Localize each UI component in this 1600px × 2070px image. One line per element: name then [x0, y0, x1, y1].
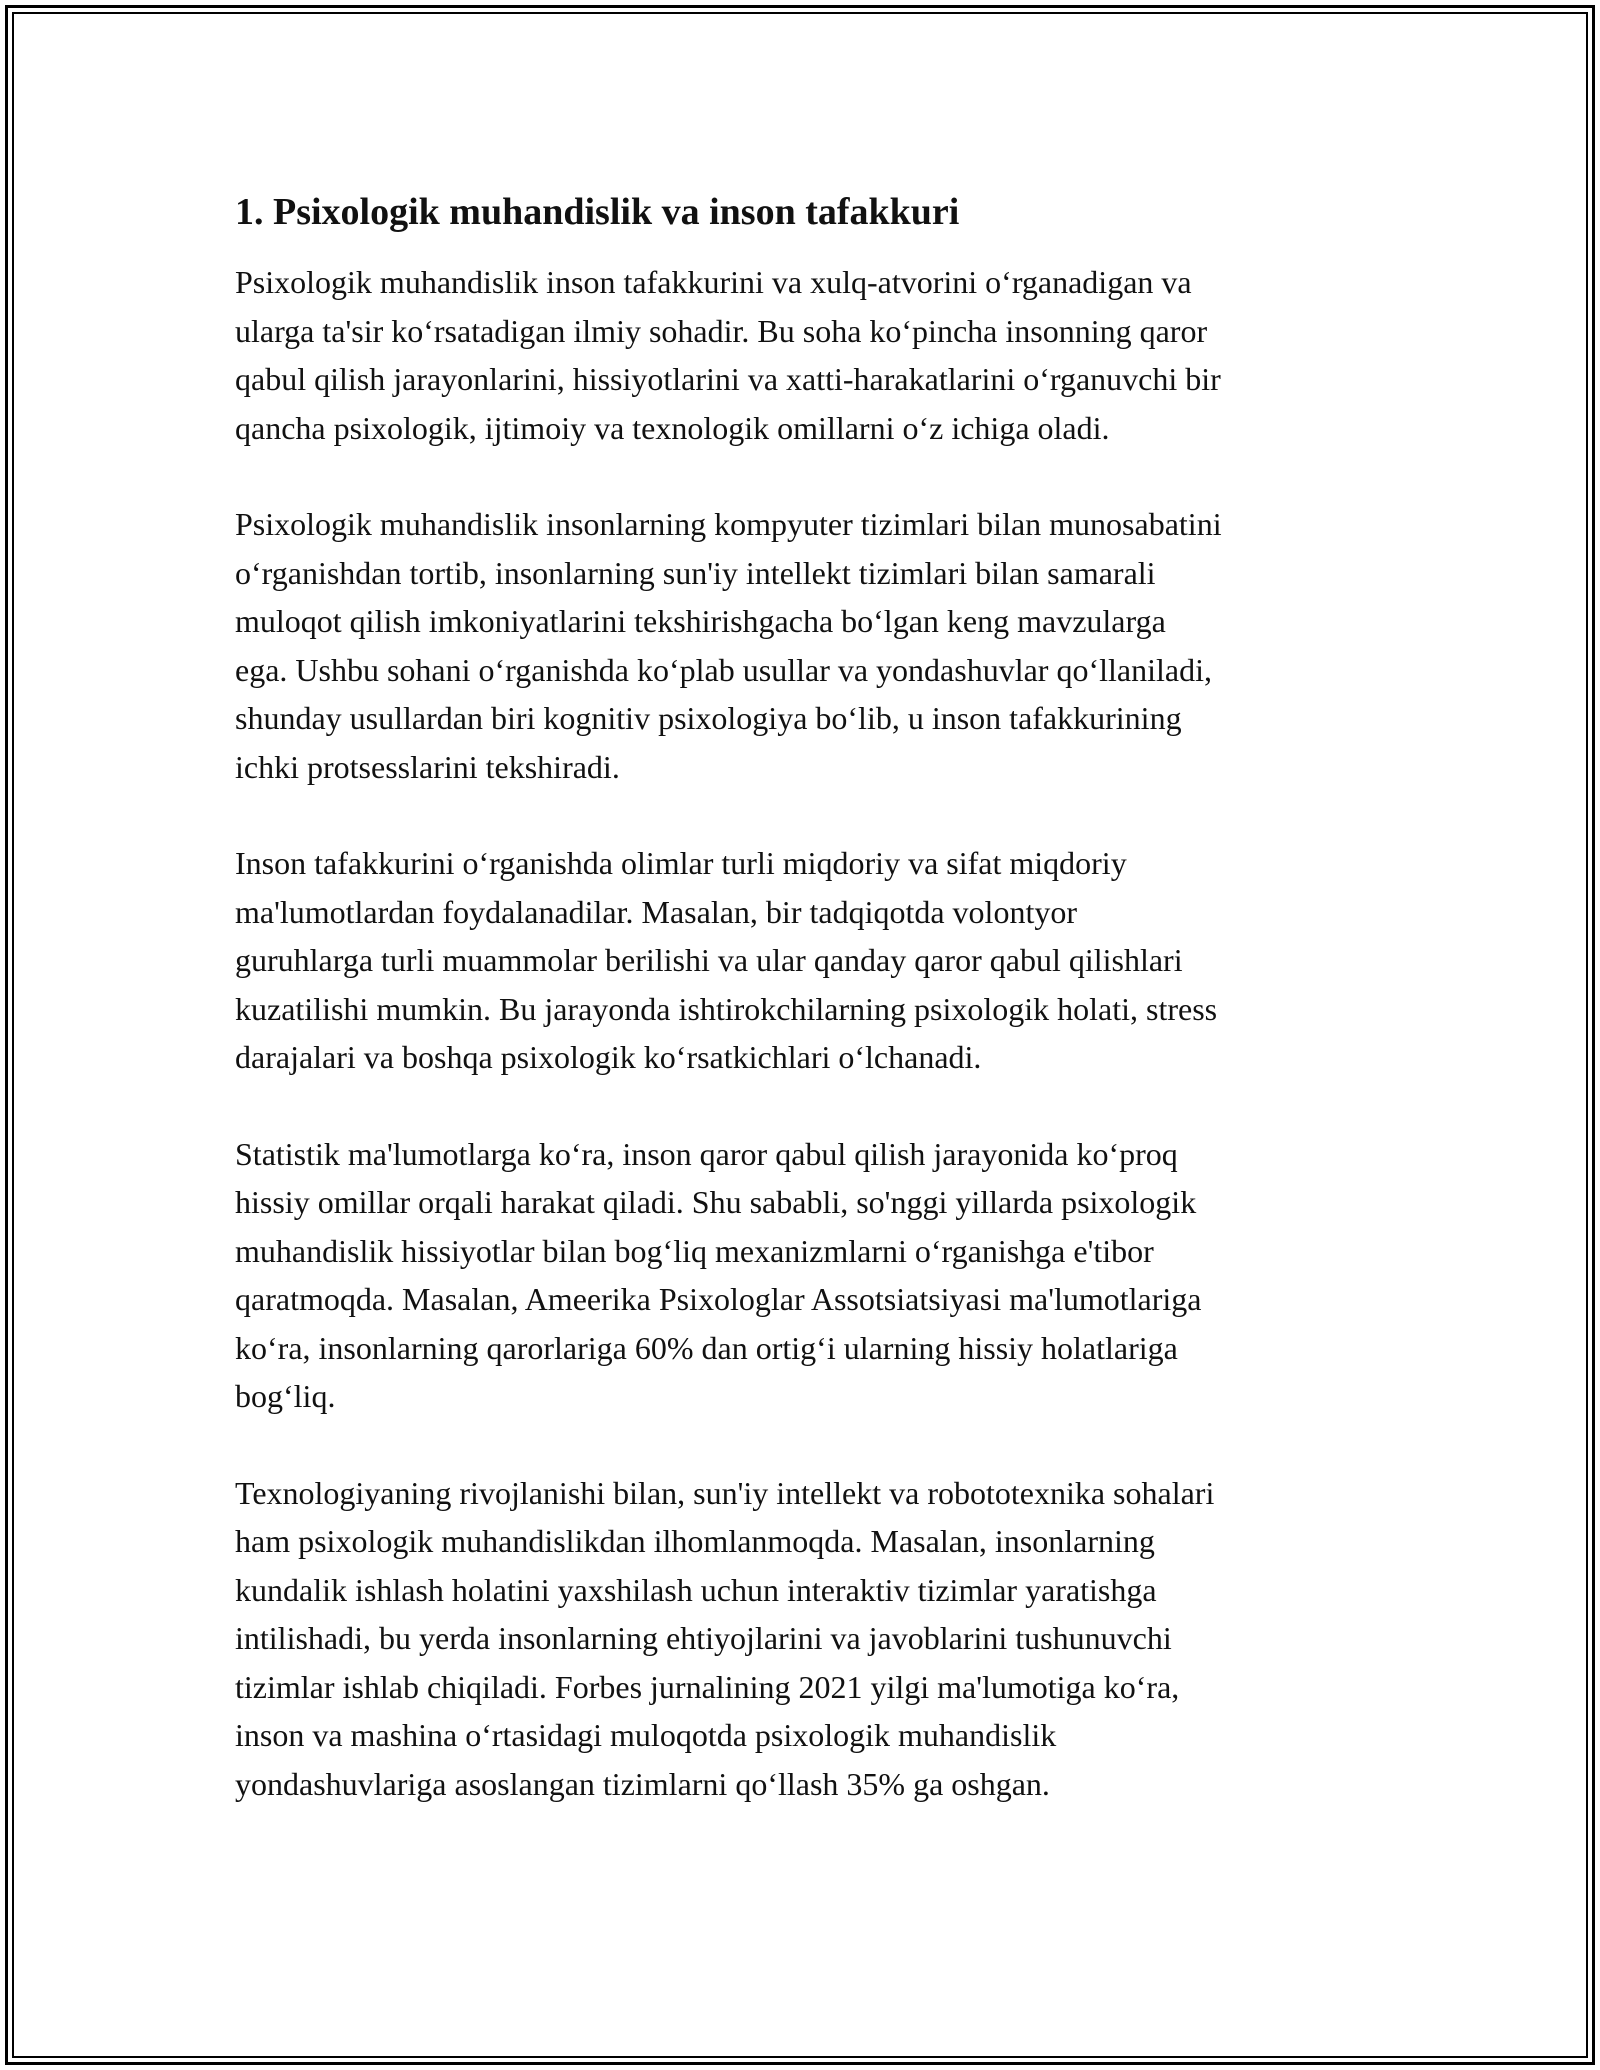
paragraph-line: qaratmoqda. Masalan, Ameerika Psixologlar Assotsiatsiyasi ma'lumotlariga [235, 1281, 1202, 1317]
paragraph-5 [235, 1469, 1385, 1809]
paragraph-line: Texnologiyaning rivojlanishi bilan, sun'iy intellekt va robototexnika sohalari [235, 1474, 1215, 1511]
paragraph-line: bog‘liq. [235, 1378, 336, 1414]
paragraph-line: ichki protsesslarini tekshiradi. [235, 748, 620, 785]
paragraph-line: yondashuvlariga asoslangan tizimlarni qo‘llash 35% ga oshgan. [235, 1765, 1050, 1802]
paragraph-line: qabul qilish jarayonlarini, hissiyotlarini va xatti-harakatlarini o‘rganuvchi bir [235, 361, 1221, 397]
paragraph-line: darajalari va boshqa psixologik ko‘rsatkichlari o‘lchanadi. [235, 1039, 982, 1075]
paragraph-line: Statistik ma'lumotlarga ko‘ra, inson qaror qabul qilish jarayonida ko‘proq [235, 1135, 1178, 1172]
paragraph-line: shunday usullardan biri kognitiv psixologiya bo‘lib, u inson tafakkurining [235, 700, 1182, 736]
paragraph-2 [235, 500, 1385, 791]
paragraph-line: kuzatilishi mumkin. Bu jarayonda ishtirokchilarning psixologik holati, stress [235, 990, 1218, 1027]
paragraph-line: qancha psixologik, ijtimoiy va texnologik omillarni o‘z ichiga oladi. [235, 409, 1110, 446]
paragraph-line: muloqot qilish imkoniyatlarini tekshirishgacha bo‘lgan keng mavzularga [235, 603, 1166, 639]
paragraph-line: kundalik ishlash holatini yaxshilash uchun interaktiv tizimlar yaratishga [235, 1571, 1157, 1608]
paragraph-line: ega. Ushbu sohani o‘rganishda ko‘plab usullar va yondashuvlar qo‘llaniladi, [235, 651, 1212, 688]
paragraph-3 [235, 839, 1385, 1082]
paragraph-line: muhandislik hissiyotlar bilan bog‘liq mexanizmlarni o‘rganishga e'tibor [235, 1232, 1154, 1269]
paragraph-line: ham psixologik muhandislikdan ilhomlanmoqda. Masalan, insonlarning [235, 1523, 1155, 1559]
paragraph-line: o‘rganishdan tortib, insonlarning sun'iy intellekt tizimlari bilan samarali [235, 554, 1156, 591]
paragraph-line: Inson tafakkurini o‘rganishda olimlar turli miqdoriy va sifat miqdoriy [235, 845, 1127, 881]
paragraph-line: ko‘ra, insonlarning qarorlariga 60% dan ortig‘i ularning hissiy holatlariga [235, 1329, 1178, 1366]
paragraph-line: inson va mashina o‘rtasidagi muloqotda psixologik muhandislik [235, 1717, 1057, 1753]
section-title: 1. Psixologik muhandislik va inson tafakkuri [235, 191, 960, 233]
paragraph-line: guruhlarga turli muammolar berilishi va ular qanday qaror qabul qilishlari [235, 942, 1183, 978]
paragraph-line: ularga ta'sir ko‘rsatadigan ilmiy sohadir. Bu soha ko‘pincha insonning qaror [235, 312, 1208, 349]
paragraph-line: ma'lumotlardan foydalanadilar. Masalan, bir tadqiqotda volontyor [235, 893, 1077, 930]
paragraph-line: tizimlar ishlab chiqiladi. Forbes jurnalining 2021 yilgi ma'lumotiga ko‘ra, [235, 1668, 1180, 1705]
paragraph-line: hissiy omillar orqali harakat qiladi. Shu sababli, so'nggi yillarda psixologik [235, 1184, 1197, 1220]
paragraph-line: intilishadi, bu yerda insonlarning ehtiyojlarini va javoblarini tushunuvchi [235, 1620, 1172, 1656]
paragraph-line: Psixologik muhandislik inson tafakkurini va xulq-atvorini o‘rganadigan va [235, 264, 1192, 300]
paragraph-line: Psixologik muhandislik insonlarning kompyuter tizimlari bilan munosabatini [235, 506, 1222, 542]
document-page [235, 184, 1385, 1856]
paragraph-4 [235, 1130, 1385, 1421]
paragraph-1 [235, 258, 1385, 452]
